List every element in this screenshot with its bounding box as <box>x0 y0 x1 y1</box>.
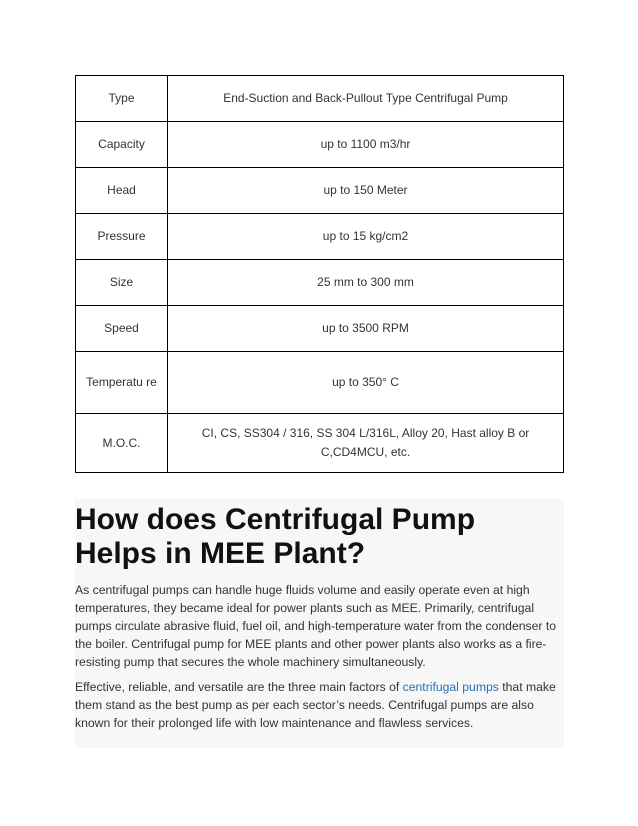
table-row <box>76 168 564 214</box>
article-section <box>75 499 564 748</box>
row-value: up to 350° C <box>168 352 564 414</box>
article-paragraph-1: As centrifugal pumps can handle huge fluids volume and easily operate even at high temperatures, they became ideal for power plants such as MEE. Primarily, centrifugal pumps circulate abrasive fluid, fuel oil, and high-temperature water from the condenser to the boiler. Centrifugal pump for MEE plants and other power plants also works as a fire-resisting pump that secures the whole machinery simultaneously. <box>75 583 556 669</box>
article-heading: How does Centrifugal Pump Helps in MEE Plant? <box>75 503 476 570</box>
specification-table <box>75 75 564 473</box>
row-label: Capacity <box>76 122 168 168</box>
row-label: Speed <box>76 306 168 352</box>
paragraph-text: Effective, reliable, and versatile are the three main factors of <box>75 680 403 694</box>
row-value: up to 1100 m3/hr <box>168 122 564 168</box>
table-row <box>76 306 564 352</box>
row-value: up to 3500 RPM <box>168 306 564 352</box>
row-label: Size <box>76 260 168 306</box>
table-row <box>76 260 564 306</box>
row-value: CI, CS, SS304 / 316, SS 304 L/316L, Alloy 20, Hast alloy B or C,CD4MCU, etc. <box>168 414 564 473</box>
row-value: 25 mm to 300 mm <box>168 260 564 306</box>
article-paragraph-2 <box>75 678 560 732</box>
paragraph-text: that make them stand as the best pump as per each sector’s needs. Centrifugal pumps are also known for their prolonged life with low maintenance and flawless services. <box>75 680 556 730</box>
row-value: End-Suction and Back-Pullout Type Centrifugal Pump <box>168 76 564 122</box>
row-label: Pressure <box>76 214 168 260</box>
table-row <box>76 352 564 414</box>
row-label: M.O.C. <box>76 414 168 473</box>
row-label: Type <box>76 76 168 122</box>
row-label: Temperatu re <box>76 352 168 414</box>
table-row <box>76 122 564 168</box>
table-row <box>76 214 564 260</box>
table-row <box>76 414 564 473</box>
row-label: Head <box>76 168 168 214</box>
table-row <box>76 76 564 122</box>
row-value: up to 150 Meter <box>168 168 564 214</box>
row-value: up to 15 kg/cm2 <box>168 214 564 260</box>
centrifugal-pumps-link[interactable]: centrifugal pumps <box>402 680 499 694</box>
